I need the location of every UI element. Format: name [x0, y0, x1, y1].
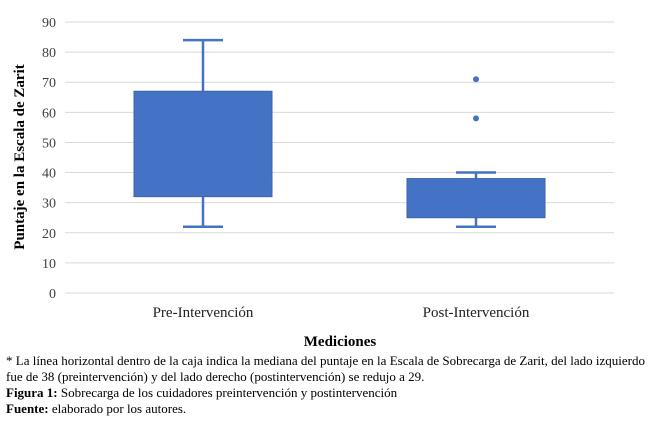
caption-note: * La línea horizontal dentro de la caja indica la mediana del puntaje en la Escala de Sobrecarga de Zarit, del lado izquierdo fue de 38 (preintervención) y del lado derecho (postintervención) se redujo a 29. — [6, 353, 646, 384]
source-label: Fuente: — [6, 401, 49, 416]
figure-label: Figura 1: — [6, 385, 58, 400]
caption-source — [6, 401, 646, 417]
x-axis-categories — [153, 305, 530, 321]
x-category-label: Post-Intervención — [422, 305, 530, 321]
y-tick-label: 80 — [42, 46, 56, 62]
box-series-2 — [407, 76, 545, 227]
y-tick-label: 20 — [42, 226, 56, 242]
y-tick-label: 40 — [42, 166, 56, 182]
iqr-box — [134, 91, 272, 196]
y-tick-label: 0 — [49, 287, 56, 302]
iqr-box — [407, 179, 545, 218]
caption-figure — [6, 385, 646, 401]
y-tick-label: 10 — [42, 256, 56, 272]
figure-caption — [6, 353, 646, 417]
box-series-1 — [134, 40, 272, 227]
y-tick-label: 90 — [42, 16, 56, 31]
x-axis-title: Mediciones — [303, 334, 377, 350]
y-tick-label: 60 — [42, 106, 56, 122]
figure-text: Sobrecarga de los cuidadores preintervención y postintervención — [57, 385, 398, 400]
outlier-point — [473, 115, 479, 121]
y-axis-title: Puntaje en la Escala de Zarit — [12, 64, 28, 250]
y-tick-label: 70 — [42, 76, 56, 92]
boxes — [134, 40, 545, 227]
source-text: elaborado por los autores. — [48, 401, 187, 416]
x-category-label: Pre-Intervención — [152, 305, 254, 321]
y-axis-ticks — [42, 16, 56, 302]
outlier-point — [473, 76, 479, 82]
y-tick-label: 50 — [42, 136, 56, 152]
y-tick-label: 30 — [42, 196, 56, 212]
